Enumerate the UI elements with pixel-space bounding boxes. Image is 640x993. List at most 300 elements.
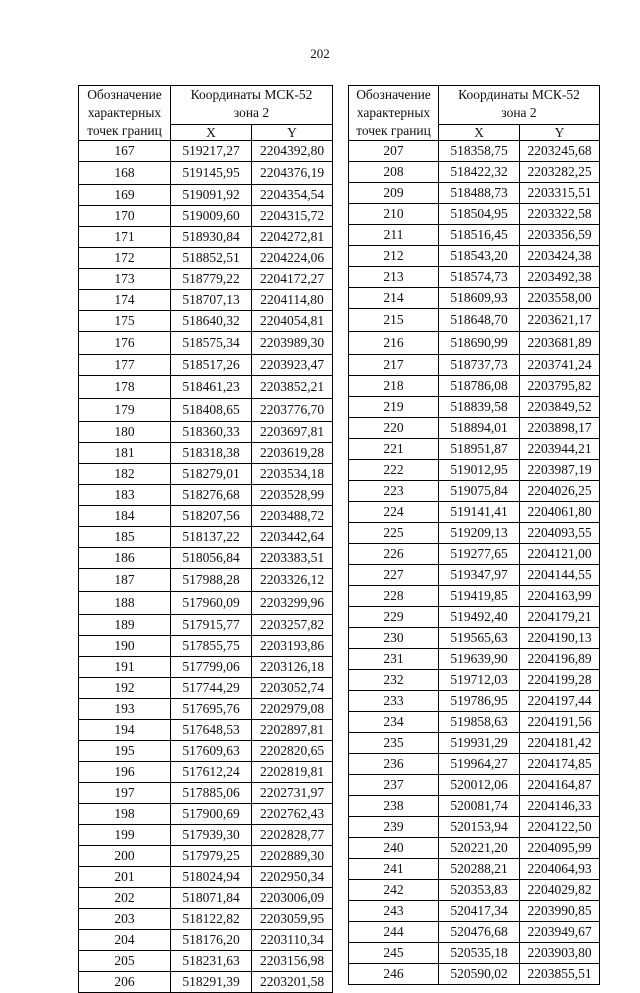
x-coordinate-cell: 520476,68 — [439, 922, 520, 943]
x-coordinate-cell: 517960,09 — [171, 592, 252, 615]
table-row — [79, 972, 333, 993]
table-row — [349, 775, 600, 796]
y-coordinate-cell: 2203006,09 — [252, 888, 333, 909]
points-column-header: Обозначение характерных точек границ — [79, 86, 171, 141]
point-number-cell: 178 — [79, 376, 171, 399]
x-coordinate-cell: 518779,22 — [171, 269, 252, 290]
x-coordinate-cell: 520353,83 — [439, 880, 520, 901]
point-number-cell: 241 — [349, 859, 439, 880]
x-coordinate-cell: 517612,24 — [171, 762, 252, 783]
y-coordinate-cell: 2202820,65 — [252, 741, 333, 762]
y-coordinate-cell: 2204197,44 — [520, 691, 600, 712]
point-number-cell: 232 — [349, 670, 439, 691]
point-number-cell: 184 — [79, 506, 171, 527]
table-row — [79, 636, 333, 657]
y-coordinate-cell: 2203681,89 — [520, 332, 600, 355]
y-coordinate-cell: 2203245,68 — [520, 141, 600, 162]
table-row — [79, 867, 333, 888]
x-coordinate-cell: 518422,32 — [439, 162, 520, 183]
x-coordinate-cell: 519786,95 — [439, 691, 520, 712]
table-row — [349, 204, 600, 225]
x-coordinate-cell: 518930,84 — [171, 227, 252, 248]
y-coordinate-cell: 2203326,12 — [252, 569, 333, 592]
y-coordinate-cell: 2203156,98 — [252, 951, 333, 972]
table-row — [79, 930, 333, 951]
y-coordinate-cell: 2203193,86 — [252, 636, 333, 657]
table-row — [79, 592, 333, 615]
x-coordinate-cell: 519012,95 — [439, 460, 520, 481]
x-coordinate-cell: 518071,84 — [171, 888, 252, 909]
point-number-cell: 230 — [349, 628, 439, 649]
point-number-cell: 170 — [79, 206, 171, 227]
y-coordinate-cell: 2204392,80 — [252, 141, 333, 162]
coordinates-group-header: Координаты МСК-52 зона 2 — [439, 86, 600, 125]
table-row — [349, 481, 600, 502]
table-row — [79, 355, 333, 376]
point-number-cell: 238 — [349, 796, 439, 817]
y-coordinate-cell: 2204199,28 — [520, 670, 600, 691]
x-coordinate-cell: 518839,58 — [439, 397, 520, 418]
y-coordinate-cell: 2204146,33 — [520, 796, 600, 817]
y-coordinate-cell: 2204172,27 — [252, 269, 333, 290]
x-coordinate-cell: 518488,73 — [439, 183, 520, 204]
table-row — [349, 288, 600, 309]
point-number-cell: 198 — [79, 804, 171, 825]
table-row — [349, 246, 600, 267]
point-number-cell: 182 — [79, 464, 171, 485]
x-coordinate-cell: 519217,27 — [171, 141, 252, 162]
coordinates-group-header: Координаты МСК-52 зона 2 — [171, 86, 333, 125]
table-row — [79, 846, 333, 867]
x-coordinate-cell: 519091,92 — [171, 185, 252, 206]
table-row — [349, 418, 600, 439]
table-row — [349, 712, 600, 733]
table-row — [79, 376, 333, 399]
table-row — [349, 355, 600, 376]
point-number-cell: 209 — [349, 183, 439, 204]
y-coordinate-cell: 2203322,58 — [520, 204, 600, 225]
y-coordinate-cell: 2203126,18 — [252, 657, 333, 678]
table-row — [349, 649, 600, 670]
table-row — [349, 607, 600, 628]
table-row — [79, 443, 333, 464]
point-number-cell: 236 — [349, 754, 439, 775]
point-number-cell: 176 — [79, 332, 171, 355]
table-row — [349, 376, 600, 397]
y-coordinate-cell: 2204315,72 — [252, 206, 333, 227]
x-coordinate-cell: 518408,65 — [171, 399, 252, 422]
x-coordinate-cell: 518137,22 — [171, 527, 252, 548]
y-coordinate-cell: 2204163,99 — [520, 586, 600, 607]
table-row — [79, 951, 333, 972]
y-coordinate-cell: 2203558,00 — [520, 288, 600, 309]
y-coordinate-cell: 2204122,50 — [520, 817, 600, 838]
point-number-cell: 246 — [349, 964, 439, 985]
point-number-cell: 223 — [349, 481, 439, 502]
point-number-cell: 224 — [349, 502, 439, 523]
x-coordinate-cell: 520590,02 — [439, 964, 520, 985]
x-coordinate-cell: 518291,39 — [171, 972, 252, 993]
x-coordinate-cell: 518786,08 — [439, 376, 520, 397]
x-coordinate-cell: 518543,20 — [439, 246, 520, 267]
point-number-cell: 180 — [79, 422, 171, 443]
x-coordinate-cell: 518852,51 — [171, 248, 252, 269]
x-coordinate-cell: 518279,01 — [171, 464, 252, 485]
point-number-cell: 231 — [349, 649, 439, 670]
x-coordinate-cell: 517939,30 — [171, 825, 252, 846]
table-row — [349, 733, 600, 754]
x-coordinate-cell: 517799,06 — [171, 657, 252, 678]
point-number-cell: 181 — [79, 443, 171, 464]
table-row — [79, 269, 333, 290]
x-coordinate-cell: 518056,84 — [171, 548, 252, 569]
x-coordinate-cell: 517988,28 — [171, 569, 252, 592]
point-number-cell: 168 — [79, 162, 171, 185]
y-coordinate-cell: 2202950,34 — [252, 867, 333, 888]
point-number-cell: 221 — [349, 439, 439, 460]
table-row — [79, 548, 333, 569]
table-row — [79, 506, 333, 527]
point-number-cell: 235 — [349, 733, 439, 754]
table-row — [349, 859, 600, 880]
y-coordinate-cell: 2203534,18 — [252, 464, 333, 485]
point-number-cell: 205 — [79, 951, 171, 972]
y-coordinate-cell: 2204144,55 — [520, 565, 600, 586]
x-coordinate-cell: 520417,34 — [439, 901, 520, 922]
point-number-cell: 190 — [79, 636, 171, 657]
y-coordinate-cell: 2203442,64 — [252, 527, 333, 548]
y-coordinate-cell: 2204121,00 — [520, 544, 600, 565]
point-number-cell: 228 — [349, 586, 439, 607]
x-coordinate-cell: 518640,32 — [171, 311, 252, 332]
y-coordinate-cell: 2203621,17 — [520, 309, 600, 332]
x-column-header: X — [171, 125, 252, 141]
point-number-cell: 189 — [79, 615, 171, 636]
table-row — [349, 817, 600, 838]
point-number-cell: 204 — [79, 930, 171, 951]
x-coordinate-cell: 517915,77 — [171, 615, 252, 636]
table-row — [349, 397, 600, 418]
y-coordinate-cell: 2203424,38 — [520, 246, 600, 267]
x-coordinate-cell: 518574,73 — [439, 267, 520, 288]
y-coordinate-cell: 2204181,42 — [520, 733, 600, 754]
y-coordinate-cell: 2204196,89 — [520, 649, 600, 670]
y-coordinate-cell: 2203923,47 — [252, 355, 333, 376]
y-coordinate-cell: 2202889,30 — [252, 846, 333, 867]
x-coordinate-cell: 519492,40 — [439, 607, 520, 628]
table-row — [79, 657, 333, 678]
point-number-cell: 214 — [349, 288, 439, 309]
table-row — [349, 880, 600, 901]
x-coordinate-cell: 519145,95 — [171, 162, 252, 185]
coordinates-table-left — [78, 85, 333, 993]
table-row — [79, 720, 333, 741]
point-number-cell: 220 — [349, 418, 439, 439]
point-number-cell: 242 — [349, 880, 439, 901]
y-coordinate-cell: 2204179,21 — [520, 607, 600, 628]
table-row — [79, 248, 333, 269]
y-coordinate-cell: 2203776,70 — [252, 399, 333, 422]
y-coordinate-cell: 2203257,82 — [252, 615, 333, 636]
y-coordinate-cell: 2204026,25 — [520, 481, 600, 502]
point-number-cell: 206 — [79, 972, 171, 993]
point-number-cell: 244 — [349, 922, 439, 943]
x-coordinate-cell: 518207,56 — [171, 506, 252, 527]
x-coordinate-cell: 520221,20 — [439, 838, 520, 859]
y-coordinate-cell: 2204191,56 — [520, 712, 600, 733]
table-row — [349, 460, 600, 481]
table-row — [349, 943, 600, 964]
y-coordinate-cell: 2204354,54 — [252, 185, 333, 206]
table-row — [79, 888, 333, 909]
x-coordinate-cell: 518648,70 — [439, 309, 520, 332]
y-coordinate-cell: 2204054,81 — [252, 311, 333, 332]
x-coordinate-cell: 519712,03 — [439, 670, 520, 691]
table-row — [349, 565, 600, 586]
table-row — [349, 544, 600, 565]
table-row — [79, 699, 333, 720]
y-coordinate-cell: 2203855,51 — [520, 964, 600, 985]
point-number-cell: 234 — [349, 712, 439, 733]
point-number-cell: 167 — [79, 141, 171, 162]
table-row — [79, 162, 333, 185]
table-row — [79, 141, 333, 162]
x-coordinate-cell: 518951,87 — [439, 439, 520, 460]
point-number-cell: 207 — [349, 141, 439, 162]
x-coordinate-cell: 517855,75 — [171, 636, 252, 657]
x-coordinate-cell: 520012,06 — [439, 775, 520, 796]
point-number-cell: 172 — [79, 248, 171, 269]
x-coordinate-cell: 517979,25 — [171, 846, 252, 867]
table-row — [79, 185, 333, 206]
point-number-cell: 216 — [349, 332, 439, 355]
page-number: 202 — [310, 46, 330, 61]
x-coordinate-cell: 518517,26 — [171, 355, 252, 376]
y-coordinate-cell: 2203110,34 — [252, 930, 333, 951]
point-number-cell: 173 — [79, 269, 171, 290]
point-number-cell: 183 — [79, 485, 171, 506]
table-row — [349, 838, 600, 859]
point-number-cell: 199 — [79, 825, 171, 846]
y-coordinate-cell: 2203944,21 — [520, 439, 600, 460]
y-column-header: Y — [252, 125, 333, 141]
y-coordinate-cell: 2203528,99 — [252, 485, 333, 506]
point-number-cell: 191 — [79, 657, 171, 678]
x-coordinate-cell: 518707,13 — [171, 290, 252, 311]
table-row — [79, 464, 333, 485]
point-number-cell: 171 — [79, 227, 171, 248]
table-row — [79, 909, 333, 930]
point-number-cell: 226 — [349, 544, 439, 565]
table-row — [349, 439, 600, 460]
x-coordinate-cell: 518737,73 — [439, 355, 520, 376]
x-coordinate-cell: 518360,33 — [171, 422, 252, 443]
x-coordinate-cell: 517648,53 — [171, 720, 252, 741]
y-coordinate-cell: 2203898,17 — [520, 418, 600, 439]
y-coordinate-cell: 2204114,80 — [252, 290, 333, 311]
x-coordinate-cell: 520153,94 — [439, 817, 520, 838]
table-row — [349, 141, 600, 162]
point-number-cell: 225 — [349, 523, 439, 544]
point-number-cell: 202 — [79, 888, 171, 909]
point-number-cell: 243 — [349, 901, 439, 922]
point-number-cell: 218 — [349, 376, 439, 397]
y-coordinate-cell: 2203488,72 — [252, 506, 333, 527]
y-coordinate-cell: 2203989,30 — [252, 332, 333, 355]
point-number-cell: 193 — [79, 699, 171, 720]
y-coordinate-cell: 2203282,25 — [520, 162, 600, 183]
table-row — [349, 586, 600, 607]
y-coordinate-cell: 2204272,81 — [252, 227, 333, 248]
x-coordinate-cell: 517695,76 — [171, 699, 252, 720]
y-coordinate-cell: 2204174,85 — [520, 754, 600, 775]
y-coordinate-cell: 2203619,28 — [252, 443, 333, 464]
table-row — [79, 783, 333, 804]
table-row — [349, 225, 600, 246]
point-number-cell: 245 — [349, 943, 439, 964]
x-coordinate-cell: 519565,63 — [439, 628, 520, 649]
table-row — [79, 678, 333, 699]
table-row — [349, 670, 600, 691]
x-coordinate-cell: 518461,23 — [171, 376, 252, 399]
y-coordinate-cell: 2203356,59 — [520, 225, 600, 246]
y-coordinate-cell: 2203201,58 — [252, 972, 333, 993]
table-row — [349, 901, 600, 922]
coordinates-table-right — [348, 85, 600, 985]
table-row — [79, 527, 333, 548]
point-number-cell: 186 — [79, 548, 171, 569]
point-number-cell: 192 — [79, 678, 171, 699]
y-coordinate-cell: 2203990,85 — [520, 901, 600, 922]
table-row — [79, 206, 333, 227]
y-coordinate-cell: 2203741,24 — [520, 355, 600, 376]
y-coordinate-cell: 2202762,43 — [252, 804, 333, 825]
y-coordinate-cell: 2204093,55 — [520, 523, 600, 544]
point-number-cell: 195 — [79, 741, 171, 762]
y-coordinate-cell: 2203849,52 — [520, 397, 600, 418]
point-number-cell: 217 — [349, 355, 439, 376]
table-row — [349, 162, 600, 183]
table-row — [349, 796, 600, 817]
point-number-cell: 211 — [349, 225, 439, 246]
x-coordinate-cell: 519347,97 — [439, 565, 520, 586]
table-row — [349, 628, 600, 649]
x-coordinate-cell: 519209,13 — [439, 523, 520, 544]
y-coordinate-cell: 2204064,93 — [520, 859, 600, 880]
point-number-cell: 213 — [349, 267, 439, 288]
table-row — [349, 922, 600, 943]
point-number-cell: 201 — [79, 867, 171, 888]
y-coordinate-cell: 2202828,77 — [252, 825, 333, 846]
x-coordinate-cell: 518609,93 — [439, 288, 520, 309]
y-coordinate-cell: 2203987,19 — [520, 460, 600, 481]
x-coordinate-cell: 520081,74 — [439, 796, 520, 817]
point-number-cell: 169 — [79, 185, 171, 206]
y-coordinate-cell: 2204029,82 — [520, 880, 600, 901]
x-coordinate-cell: 517885,06 — [171, 783, 252, 804]
table-row — [79, 290, 333, 311]
x-coordinate-cell: 518122,82 — [171, 909, 252, 930]
y-coordinate-cell: 2202819,81 — [252, 762, 333, 783]
table-row — [349, 332, 600, 355]
point-number-cell: 174 — [79, 290, 171, 311]
table-row — [79, 227, 333, 248]
y-coordinate-cell: 2204224,06 — [252, 248, 333, 269]
y-coordinate-cell: 2203052,74 — [252, 678, 333, 699]
x-coordinate-cell: 519075,84 — [439, 481, 520, 502]
point-number-cell: 194 — [79, 720, 171, 741]
point-number-cell: 187 — [79, 569, 171, 592]
x-coordinate-cell: 519277,65 — [439, 544, 520, 565]
table-row — [79, 804, 333, 825]
x-coordinate-cell: 518516,45 — [439, 225, 520, 246]
y-coordinate-cell: 2204164,87 — [520, 775, 600, 796]
table-row — [349, 754, 600, 775]
table-row — [349, 309, 600, 332]
x-coordinate-cell: 518504,95 — [439, 204, 520, 225]
x-coordinate-cell: 519141,41 — [439, 502, 520, 523]
table-row — [79, 741, 333, 762]
point-number-cell: 239 — [349, 817, 439, 838]
x-coordinate-cell: 518024,94 — [171, 867, 252, 888]
x-coordinate-cell: 519009,60 — [171, 206, 252, 227]
point-number-cell: 227 — [349, 565, 439, 586]
x-column-header: X — [439, 125, 520, 141]
point-number-cell: 208 — [349, 162, 439, 183]
y-coordinate-cell: 2203492,38 — [520, 267, 600, 288]
point-number-cell: 240 — [349, 838, 439, 859]
point-number-cell: 175 — [79, 311, 171, 332]
x-coordinate-cell: 519419,85 — [439, 586, 520, 607]
x-coordinate-cell: 517900,69 — [171, 804, 252, 825]
y-coordinate-cell: 2204190,13 — [520, 628, 600, 649]
point-number-cell: 219 — [349, 397, 439, 418]
y-coordinate-cell: 2203852,21 — [252, 376, 333, 399]
table-row — [79, 399, 333, 422]
table-row — [79, 825, 333, 846]
y-coordinate-cell: 2204376,19 — [252, 162, 333, 185]
y-coordinate-cell: 2204095,99 — [520, 838, 600, 859]
table-row — [349, 502, 600, 523]
point-number-cell: 196 — [79, 762, 171, 783]
table-row — [349, 691, 600, 712]
x-coordinate-cell: 517609,63 — [171, 741, 252, 762]
y-coordinate-cell: 2203949,67 — [520, 922, 600, 943]
y-coordinate-cell: 2203315,51 — [520, 183, 600, 204]
x-coordinate-cell: 520535,18 — [439, 943, 520, 964]
table-row — [349, 964, 600, 985]
point-number-cell: 203 — [79, 909, 171, 930]
y-coordinate-cell: 2203299,96 — [252, 592, 333, 615]
point-number-cell: 229 — [349, 607, 439, 628]
points-column-header: Обозначение характерных точек границ — [349, 86, 439, 141]
y-column-header: Y — [520, 125, 600, 141]
x-coordinate-cell: 519639,90 — [439, 649, 520, 670]
x-coordinate-cell: 518276,68 — [171, 485, 252, 506]
point-number-cell: 179 — [79, 399, 171, 422]
table-row — [349, 523, 600, 544]
table-row — [79, 569, 333, 592]
y-coordinate-cell: 2202731,97 — [252, 783, 333, 804]
x-coordinate-cell: 517744,29 — [171, 678, 252, 699]
x-coordinate-cell: 518358,75 — [439, 141, 520, 162]
table-row — [349, 267, 600, 288]
x-coordinate-cell: 518231,63 — [171, 951, 252, 972]
point-number-cell: 237 — [349, 775, 439, 796]
y-coordinate-cell: 2203903,80 — [520, 943, 600, 964]
x-coordinate-cell: 518894,01 — [439, 418, 520, 439]
point-number-cell: 215 — [349, 309, 439, 332]
